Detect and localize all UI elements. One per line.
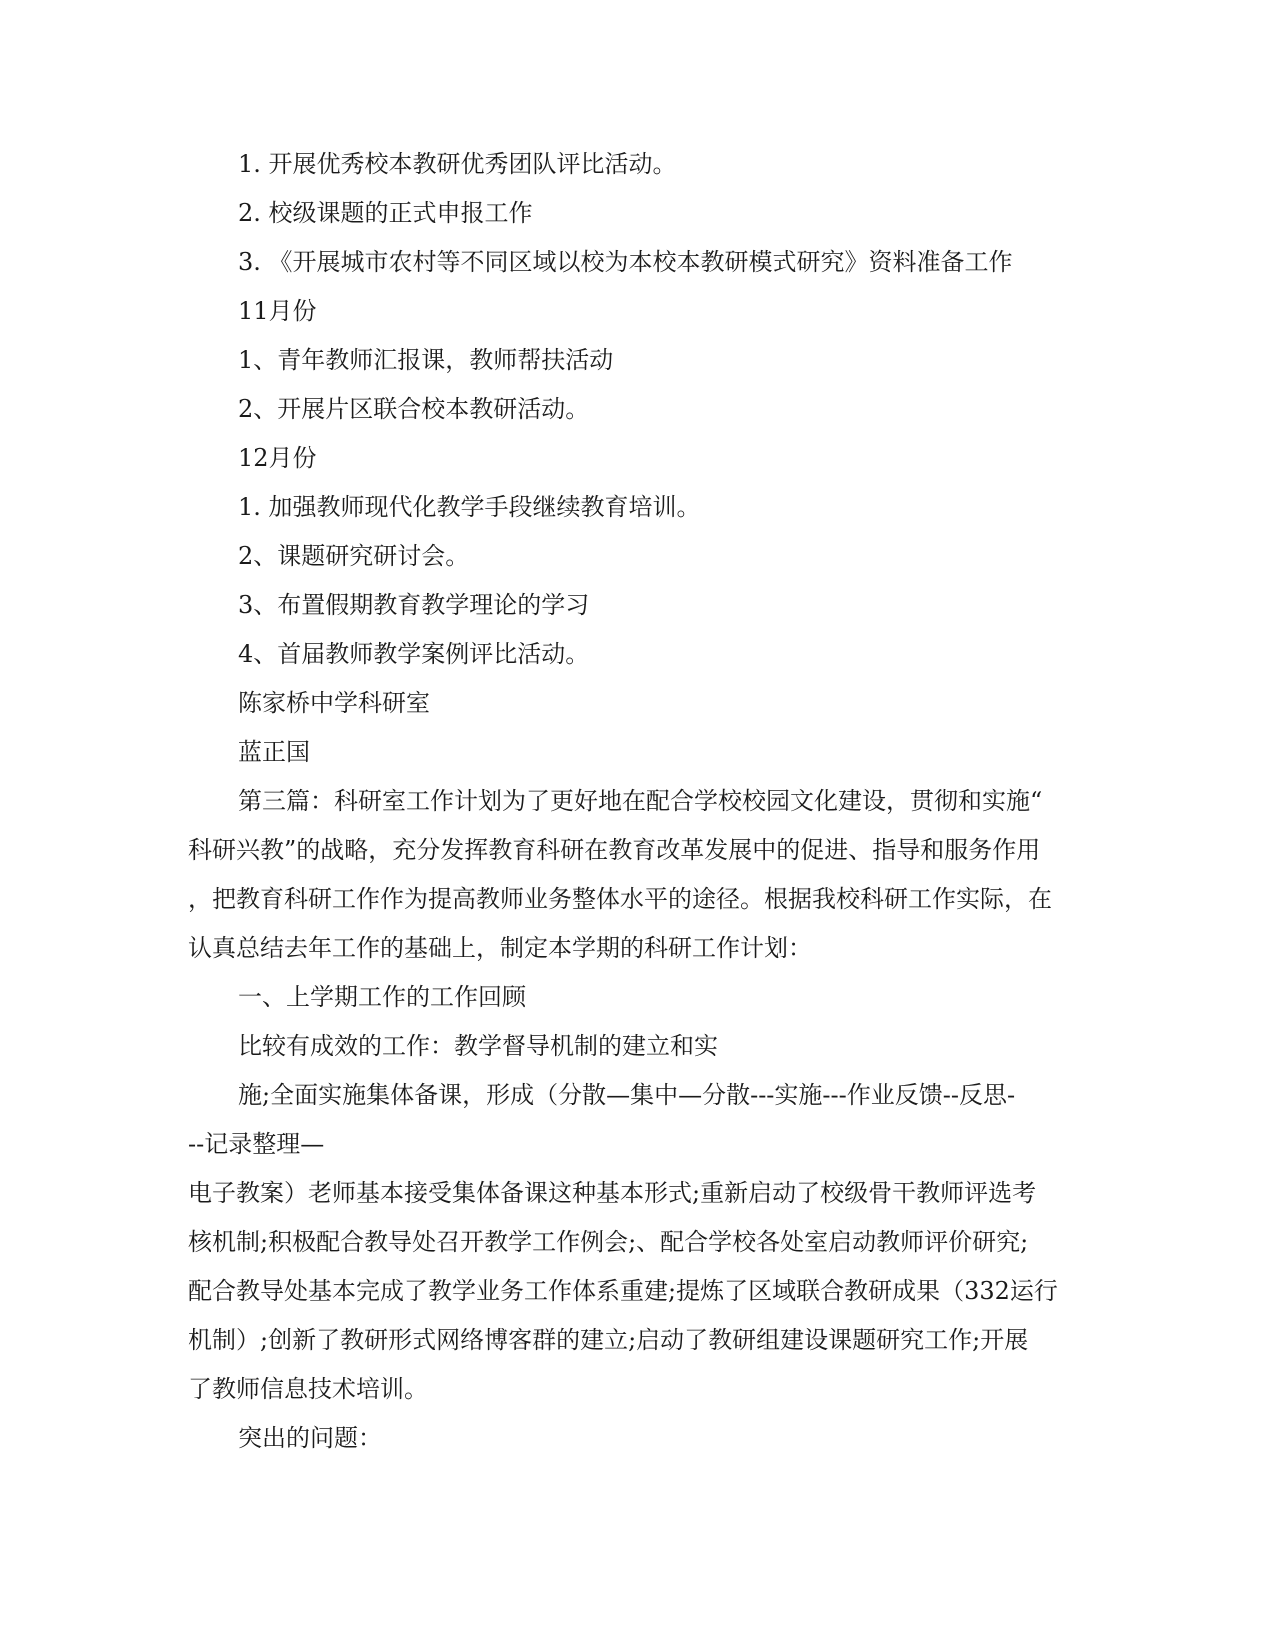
text-line: 1. 开展优秀校本教研优秀团队评比活动。	[238, 150, 677, 178]
text-line: 3. 《开展城市农村等不同区域以校为本校本教研模式研究》资料准备工作	[238, 248, 1013, 276]
document-body	[188, 140, 1088, 1463]
text-line: 2. 校级课题的正式申报工作	[238, 199, 533, 227]
paragraph-line: --记录整理—	[188, 1130, 325, 1158]
signature-name: 蓝正国	[238, 738, 310, 766]
paragraph-line: 核机制;积极配合教导处召开教学工作例会;、配合学校各处室启动教师评价研究;	[188, 1228, 1029, 1256]
paragraph-line: ，把教育科研工作作为提高教师业务整体水平的途径。根据我校科研工作实际，在	[188, 885, 1052, 913]
text-line: 3、布置假期教育教学理论的学习	[238, 591, 590, 619]
paragraph-line: 第三篇：科研室工作计划为了更好地在配合学校校园文化建设，贯彻和实施“	[238, 787, 1043, 815]
paragraph-line: 认真总结去年工作的基础上，制定本学期的科研工作计划：	[188, 934, 812, 962]
paragraph-line: 施;全面实施集体备课，形成（分散—集中—分散---实施---作业反馈--反思-	[238, 1081, 1016, 1109]
paragraph-line: 电子教案）老师基本接受集体备课这种基本形式;重新启动了校级骨干教师评选考	[188, 1179, 1037, 1207]
paragraph-line: 科研兴教”的战略，充分发挥教育科研在教育改革发展中的促进、指导和服务作用	[188, 836, 1041, 864]
section-heading: 突出的问题：	[238, 1424, 382, 1452]
text-line: 4、首届教师教学案例评比活动。	[238, 640, 590, 668]
paragraph-line: 了教师信息技术培训。	[188, 1375, 428, 1403]
text-line: 2、课题研究研讨会。	[238, 542, 470, 570]
text-line: 2、开展片区联合校本教研活动。	[238, 395, 590, 423]
text-line: 1、青年教师汇报课，教师帮扶活动	[238, 346, 614, 374]
paragraph-line: 配合教导处基本完成了教学业务工作体系重建;提炼了区域联合教研成果（332运行	[188, 1277, 1058, 1305]
month-heading: 11月份	[238, 297, 317, 325]
text-line: 1. 加强教师现代化教学手段继续教育培训。	[238, 493, 701, 521]
paragraph-line: 比较有成效的工作：教学督导机制的建立和实	[238, 1032, 718, 1060]
paragraph-line: 机制）;创新了教研形式网络博客群的建立;启动了教研组建设课题研究工作;开展	[188, 1326, 1029, 1354]
section-heading: 一、上学期工作的工作回顾	[238, 983, 526, 1011]
signature-org: 陈家桥中学科研室	[238, 689, 430, 717]
month-heading: 12月份	[238, 444, 317, 472]
